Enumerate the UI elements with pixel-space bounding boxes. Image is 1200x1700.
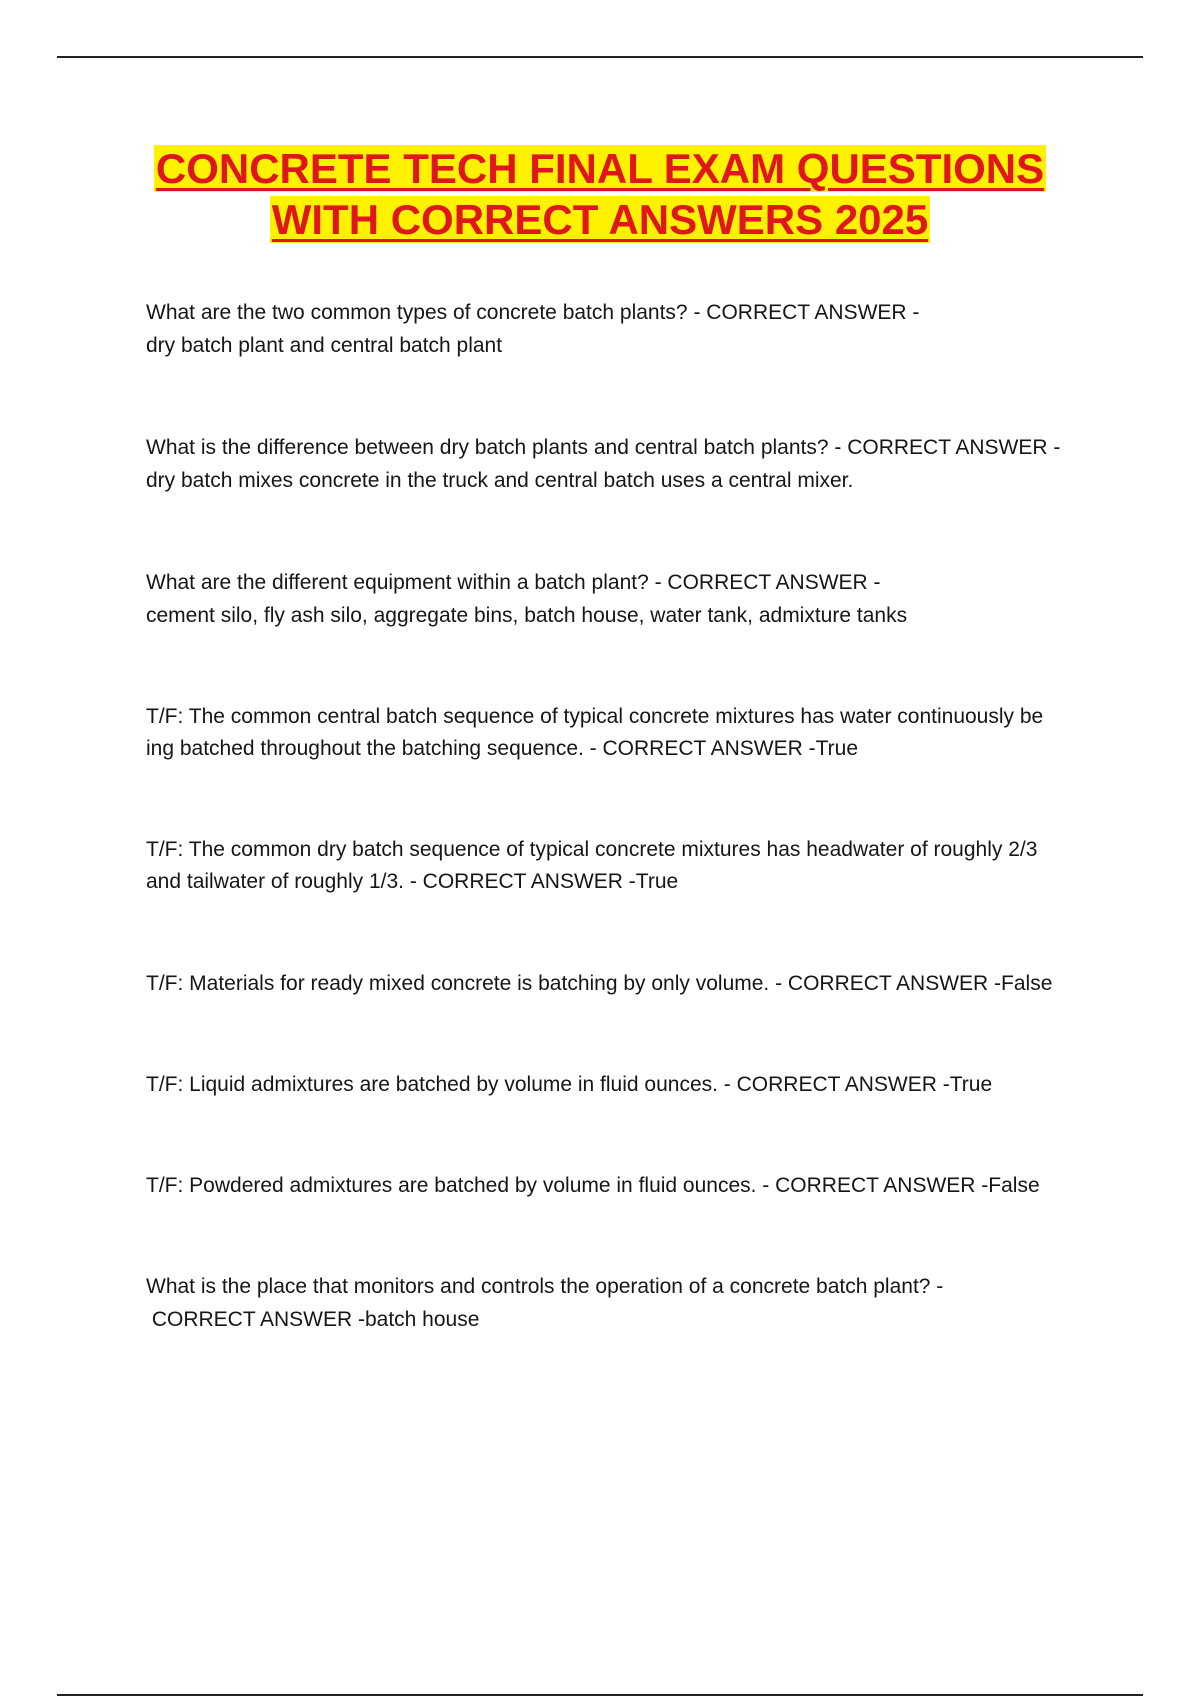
question-text: What are the two common types of concrete batch plants? - CORRECT ANSWER -	[146, 301, 920, 324]
question-text: What is the difference between dry batch plants and central batch plants? - CORRECT ANSWER -	[146, 436, 1061, 459]
qa-item-6	[146, 967, 1096, 1000]
answer-text: and tailwater of roughly 1/3. - CORRECT ANSWER -True	[146, 870, 679, 893]
question-text: T/F: The common dry batch sequence of typical concrete mixtures has headwater of roughly 2/3	[146, 838, 1038, 861]
top-rule	[57, 56, 1143, 58]
question-text: What are the different equipment within a batch plant? - CORRECT ANSWER -	[146, 571, 881, 594]
title-line-2: WITH CORRECT ANSWERS 2025	[271, 196, 929, 243]
document-title	[57, 143, 1143, 245]
qa-item-3	[146, 566, 1096, 632]
bottom-rule	[57, 1694, 1143, 1696]
qa-item-4	[146, 701, 1096, 765]
answer-text: dry batch plant and central batch plant	[146, 334, 503, 357]
qa-item-1	[146, 296, 1096, 362]
question-list	[146, 296, 1096, 1336]
qa-item-2	[146, 431, 1096, 497]
answer-text: CORRECT ANSWER -batch house	[146, 1308, 480, 1331]
qa-item-9	[146, 1270, 1096, 1336]
qa-item-8	[146, 1169, 1096, 1202]
question-text: T/F: The common central batch sequence of typical concrete mixtures has water continuously be	[146, 705, 1044, 728]
answer-text: ing batched throughout the batching sequence. - CORRECT ANSWER -True	[146, 737, 859, 760]
qa-item-5	[146, 834, 1096, 898]
question-text: T/F: Liquid admixtures are batched by volume in fluid ounces. - CORRECT ANSWER -True	[146, 1073, 993, 1096]
question-text: T/F: Materials for ready mixed concrete is batching by only volume. - CORRECT ANSWER -False	[146, 972, 1053, 995]
title-line-1: CONCRETE TECH FINAL EXAM QUESTIONS	[155, 145, 1045, 192]
question-text: What is the place that monitors and controls the operation of a concrete batch plant? -	[146, 1275, 944, 1298]
answer-text: cement silo, fly ash silo, aggregate bins, batch house, water tank, admixture tanks	[146, 604, 908, 627]
question-text: T/F: Powdered admixtures are batched by volume in fluid ounces. - CORRECT ANSWER -False	[146, 1174, 1040, 1197]
qa-item-7	[146, 1068, 1096, 1101]
answer-text: dry batch mixes concrete in the truck and central batch uses a central mixer.	[146, 469, 854, 492]
